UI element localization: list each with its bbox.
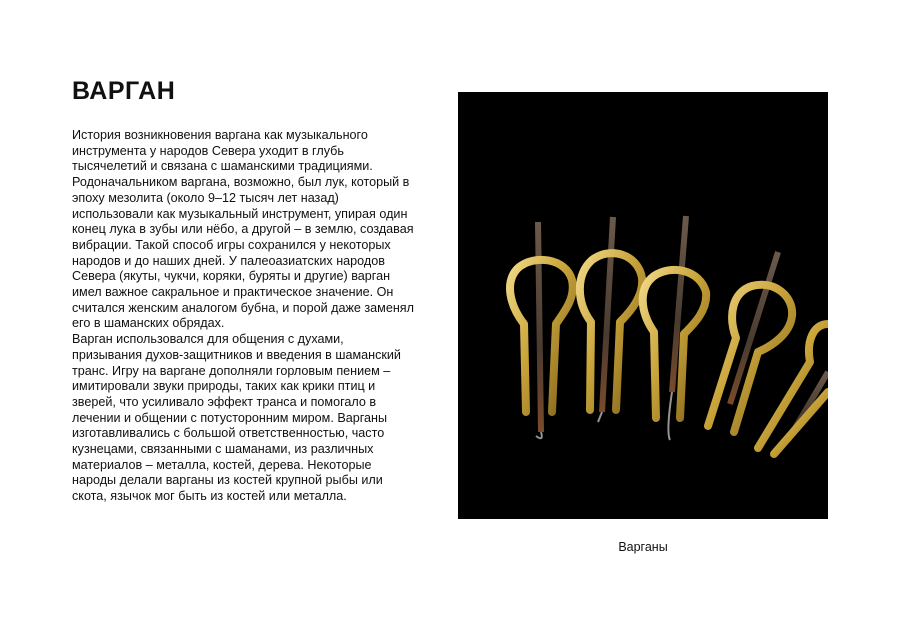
image-caption: Варганы (618, 540, 668, 554)
jaw-harps-illustration (458, 92, 828, 519)
paragraph-history: История возникновения варгана как музыкального инструмента у народов Севера уходит в глубь тысячелетий и связана с шаманскими традициями. Родоначальником варгана, возможно, был лук, который в эпоху мезолита (около 9–12 тысяч лет назад) использовали как музыкальный инструмент, упирая один конец лука в зубы или нёбо, а другой – в землю, создавая вибрации. Такой способ игры сохранился у некоторых народов и до наших дней. У палеоазиатских народов Севера (якуты, чукчи, коряки, буряты и другие) варган имел важное сакральное и практическое значение. Он считался женским аналогом бубна, и порой даже заменял его в шаманских обрядах. (72, 128, 414, 331)
jaw-harp-2 (580, 217, 642, 422)
jaw-harps-photo (458, 92, 828, 519)
paragraph-usage: Варган использовался для общения с духами, призывания духов-защитников и введения в шаманский транс. Игру на варгане дополняли горловым пением – имитировали звуки природы, таких как крики птиц и зверей, что усиливало эффект транса и помогало в лечении и общении с потусторонним миром. Варганы изготавливались с большой ответственностью, часто кузнецами, связанными с шаманами, из различных материалов – металла, костей, дерева. Некоторые народы делали варганы из костей крупной рыбы или скота, язычок мог быть из костей или металла. (72, 332, 401, 504)
jaw-harp-3 (643, 216, 706, 440)
page-title: ВАРГАН (72, 77, 176, 105)
jaw-harp-1 (510, 222, 573, 438)
article-body (72, 128, 417, 505)
